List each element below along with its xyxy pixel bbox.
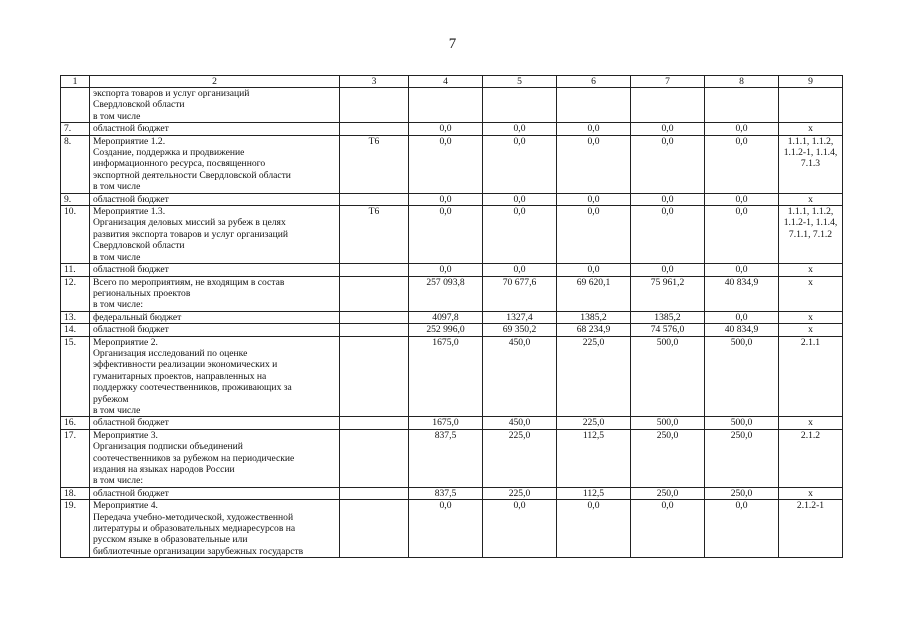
row-reference: х <box>779 324 843 336</box>
table-body <box>61 88 843 558</box>
table-row <box>61 206 843 264</box>
program-table <box>60 75 843 558</box>
row-value-col4: 0,0 <box>409 264 483 276</box>
row-value-col6: 112,5 <box>557 429 631 487</box>
row-number <box>61 88 90 123</box>
row-value-col8: 0,0 <box>705 264 779 276</box>
row-value-col6: 0,0 <box>557 264 631 276</box>
row-value-col4: 0,0 <box>409 123 483 135</box>
row-value-col4: 252 996,0 <box>409 324 483 336</box>
row-reference: 1.1.1, 1.1.2, 1.1.2-1, 1.1.4, 7.1.1, 7.1.2 <box>779 206 843 264</box>
row-number: 11. <box>61 264 90 276</box>
table-row <box>61 500 843 558</box>
row-value-col5: 0,0 <box>483 135 557 193</box>
row-value-col4: 257 093,8 <box>409 276 483 311</box>
row-value-col8: 0,0 <box>705 206 779 264</box>
row-reference: 2.1.2 <box>779 429 843 487</box>
row-value-col7 <box>631 88 705 123</box>
row-reference: х <box>779 264 843 276</box>
row-reference: 2.1.2-1 <box>779 500 843 558</box>
row-value-col8: 500,0 <box>705 417 779 429</box>
column-header-4: 4 <box>409 76 483 88</box>
row-value-col5: 225,0 <box>483 429 557 487</box>
row-name: областной бюджет <box>90 487 340 499</box>
row-value-col6: 112,5 <box>557 487 631 499</box>
row-name: экспорта товаров и услуг организаций Свердловской области в том числе <box>90 88 340 123</box>
row-value-col4: 1675,0 <box>409 417 483 429</box>
row-value-col6: 0,0 <box>557 500 631 558</box>
row-value-col8: 0,0 <box>705 193 779 205</box>
row-number: 9. <box>61 193 90 205</box>
row-number: 16. <box>61 417 90 429</box>
table-row <box>61 276 843 311</box>
row-value-col8: 40 834,9 <box>705 276 779 311</box>
row-name: федеральный бюджет <box>90 311 340 323</box>
row-number: 8. <box>61 135 90 193</box>
row-value-col6: 0,0 <box>557 123 631 135</box>
row-name: Мероприятие 3. Организация подписки объединений соотечественников за рубежом на периодические издания на языках народов России в том числе: <box>90 429 340 487</box>
row-name: областной бюджет <box>90 123 340 135</box>
row-number: 17. <box>61 429 90 487</box>
row-value-col5: 450,0 <box>483 336 557 417</box>
table-row <box>61 324 843 336</box>
column-header-9: 9 <box>779 76 843 88</box>
row-value-col6: 225,0 <box>557 417 631 429</box>
row-reference: 1.1.1, 1.1.2, 1.1.2-1, 1.1.4, 7.1.3 <box>779 135 843 193</box>
row-value-col7: 250,0 <box>631 487 705 499</box>
row-value-col5: 0,0 <box>483 193 557 205</box>
row-number: 7. <box>61 123 90 135</box>
row-value-col6: 68 234,9 <box>557 324 631 336</box>
row-name: Мероприятие 4. Передача учебно-методической, художественной литературы и образовательных медиаресурсов на русском языке в образовательные или библиотечные организации зарубежных государств <box>90 500 340 558</box>
row-value-col6: 225,0 <box>557 336 631 417</box>
row-value-col7: 74 576,0 <box>631 324 705 336</box>
row-name: Мероприятие 2. Организация исследований по оценке эффективности реализации экономических и гуманитарных проектов, направленных на поддержку соотечественников, проживающих за рубежом в том числе <box>90 336 340 417</box>
row-target <box>340 193 409 205</box>
table-row <box>61 193 843 205</box>
row-target <box>340 88 409 123</box>
row-value-col6: 0,0 <box>557 193 631 205</box>
row-value-col6: 0,0 <box>557 206 631 264</box>
row-number: 13. <box>61 311 90 323</box>
row-value-col6 <box>557 88 631 123</box>
row-target: Т6 <box>340 206 409 264</box>
row-value-col7: 0,0 <box>631 123 705 135</box>
row-reference: х <box>779 487 843 499</box>
row-value-col4: 837,5 <box>409 429 483 487</box>
row-value-col5: 225,0 <box>483 487 557 499</box>
table-row <box>61 123 843 135</box>
row-value-col7: 500,0 <box>631 336 705 417</box>
row-target <box>340 311 409 323</box>
column-header-2: 2 <box>90 76 340 88</box>
table-row <box>61 135 843 193</box>
row-value-col7: 0,0 <box>631 206 705 264</box>
row-name: областной бюджет <box>90 324 340 336</box>
row-value-col4 <box>409 88 483 123</box>
row-value-col4: 837,5 <box>409 487 483 499</box>
row-value-col4: 0,0 <box>409 206 483 264</box>
row-value-col8: 0,0 <box>705 123 779 135</box>
table-row <box>61 264 843 276</box>
row-reference <box>779 88 843 123</box>
row-value-col7: 0,0 <box>631 193 705 205</box>
row-value-col6: 69 620,1 <box>557 276 631 311</box>
row-value-col8: 250,0 <box>705 429 779 487</box>
row-value-col7: 1385,2 <box>631 311 705 323</box>
row-number: 18. <box>61 487 90 499</box>
column-header-6: 6 <box>557 76 631 88</box>
row-value-col4: 0,0 <box>409 135 483 193</box>
row-value-col7: 75 961,2 <box>631 276 705 311</box>
row-reference: х <box>779 417 843 429</box>
row-value-col8: 0,0 <box>705 311 779 323</box>
row-reference: х <box>779 276 843 311</box>
row-value-col8 <box>705 88 779 123</box>
row-value-col7: 0,0 <box>631 135 705 193</box>
row-reference: х <box>779 123 843 135</box>
column-header-3: 3 <box>340 76 409 88</box>
row-number: 14. <box>61 324 90 336</box>
row-value-col5: 0,0 <box>483 123 557 135</box>
table-row <box>61 417 843 429</box>
row-number: 10. <box>61 206 90 264</box>
row-number: 12. <box>61 276 90 311</box>
row-name: Всего по мероприятиям, не входящим в состав региональных проектов в том числе: <box>90 276 340 311</box>
row-value-col8: 0,0 <box>705 135 779 193</box>
row-value-col4: 1675,0 <box>409 336 483 417</box>
table-row <box>61 336 843 417</box>
column-header-8: 8 <box>705 76 779 88</box>
row-value-col5 <box>483 88 557 123</box>
row-value-col6: 0,0 <box>557 135 631 193</box>
row-value-col8: 40 834,9 <box>705 324 779 336</box>
row-target: Т6 <box>340 135 409 193</box>
row-value-col4: 4097,8 <box>409 311 483 323</box>
table-row <box>61 88 843 123</box>
row-target <box>340 500 409 558</box>
row-target <box>340 276 409 311</box>
table-row <box>61 429 843 487</box>
row-name: областной бюджет <box>90 417 340 429</box>
row-name: областной бюджет <box>90 264 340 276</box>
row-value-col8: 250,0 <box>705 487 779 499</box>
row-target <box>340 336 409 417</box>
row-value-col7: 0,0 <box>631 500 705 558</box>
row-name: Мероприятие 1.2. Создание, поддержка и продвижение информационного ресурса, посвященного экспортной деятельности Свердловской области в том числе <box>90 135 340 193</box>
row-value-col5: 0,0 <box>483 500 557 558</box>
row-value-col7: 250,0 <box>631 429 705 487</box>
row-target <box>340 429 409 487</box>
column-header-7: 7 <box>631 76 705 88</box>
row-target <box>340 417 409 429</box>
row-value-col5: 0,0 <box>483 206 557 264</box>
page-number: 7 <box>448 36 457 52</box>
row-value-col5: 69 350,2 <box>483 324 557 336</box>
row-target <box>340 123 409 135</box>
row-value-col8: 0,0 <box>705 500 779 558</box>
row-value-col4: 0,0 <box>409 500 483 558</box>
table-header-row <box>61 76 843 88</box>
row-value-col5: 70 677,6 <box>483 276 557 311</box>
column-header-1: 1 <box>61 76 90 88</box>
row-value-col6: 1385,2 <box>557 311 631 323</box>
table-row <box>61 311 843 323</box>
row-reference: х <box>779 311 843 323</box>
row-value-col4: 0,0 <box>409 193 483 205</box>
row-number: 19. <box>61 500 90 558</box>
row-reference: х <box>779 193 843 205</box>
row-number: 15. <box>61 336 90 417</box>
row-target <box>340 264 409 276</box>
row-value-col5: 1327,4 <box>483 311 557 323</box>
row-value-col5: 0,0 <box>483 264 557 276</box>
row-value-col7: 500,0 <box>631 417 705 429</box>
row-name: областной бюджет <box>90 193 340 205</box>
row-value-col5: 450,0 <box>483 417 557 429</box>
table-row <box>61 487 843 499</box>
row-value-col8: 500,0 <box>705 336 779 417</box>
row-value-col7: 0,0 <box>631 264 705 276</box>
row-reference: 2.1.1 <box>779 336 843 417</box>
row-target <box>340 487 409 499</box>
row-name: Мероприятие 1.3. Организация деловых миссий за рубеж в целях развития экспорта товаров и услуг организаций Свердловской области в том числе <box>90 206 340 264</box>
row-target <box>340 324 409 336</box>
column-header-5: 5 <box>483 76 557 88</box>
